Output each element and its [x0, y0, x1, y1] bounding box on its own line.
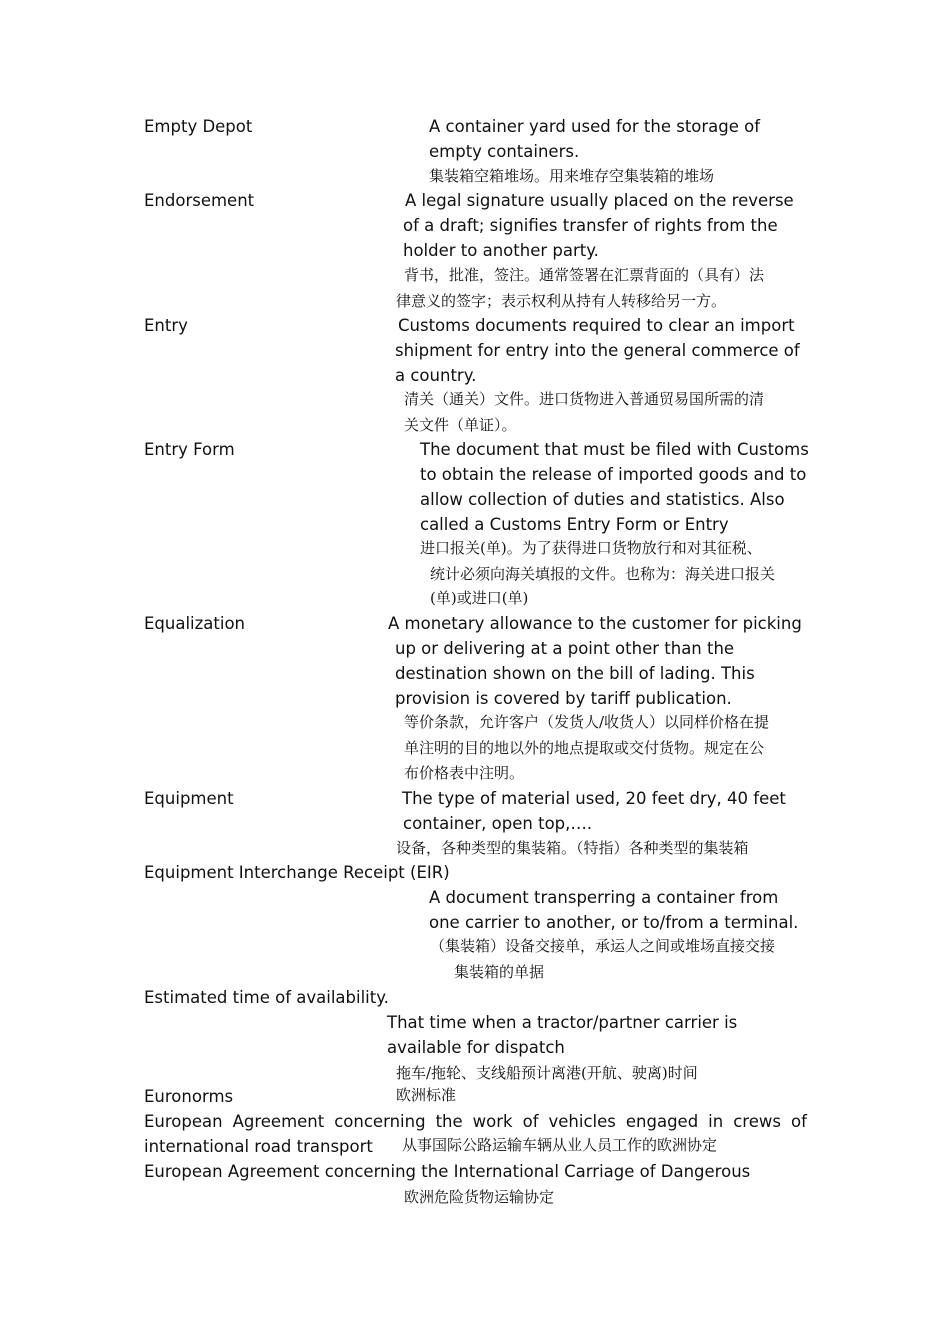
term-european-agreement-crews-line: international road transport	[144, 1137, 373, 1156]
translation-line: 集装箱空箱堆场。用来堆存空集装箱的堆场	[429, 167, 715, 185]
translation-line: 从事国际公路运输车辆从业人员工作的欧洲协定	[402, 1136, 718, 1154]
definition-line: The document that must be filed with Customs	[420, 440, 809, 459]
definition-line: The type of material used, 20 feet dry, 40 feet	[402, 789, 786, 808]
definition-line: a country.	[395, 366, 477, 385]
translation-line: 单注明的目的地以外的地点提取或交付货物。规定在公	[404, 739, 765, 757]
definition-line: Customs documents required to clear an import	[398, 316, 795, 335]
translation-line: 背书，批准，签注。通常签署在汇票背面的（具有）法	[404, 266, 765, 284]
term-equalization: Equalization	[144, 614, 246, 633]
word: of	[522, 1112, 539, 1131]
definition-line: empty containers.	[429, 142, 580, 161]
word: concerning	[334, 1112, 426, 1131]
definition-line: That time when a tractor/partner carrier is	[387, 1013, 738, 1032]
word: in	[708, 1112, 724, 1131]
definition-line: A container yard used for the storage of	[429, 117, 761, 136]
definition-line: to obtain the release of imported goods and to	[420, 465, 807, 484]
word: engaged	[625, 1112, 699, 1131]
definition-line: up or delivering at a point other than the	[395, 639, 735, 658]
word: European	[144, 1112, 223, 1131]
definition-line: container, open top,….	[403, 814, 593, 833]
translation-line: 欧洲标准	[396, 1086, 457, 1104]
translation-line: 清关（通关）文件。进口货物进入普通贸易国所需的清	[404, 390, 765, 408]
translation-line: 欧洲危险货物运输协定	[404, 1188, 555, 1206]
word: work	[472, 1112, 513, 1131]
definition-line: destination shown on the bill of lading. This	[395, 664, 755, 683]
definition-line: shipment for entry into the general commerce of	[395, 341, 800, 360]
translation-line: 等价条款，允许客户（发货人/收货人）以同样价格在提	[404, 713, 770, 731]
translation-line: 集装箱的单据	[454, 963, 545, 981]
definition-line: provision is covered by tariff publication.	[395, 689, 732, 708]
term-european-agreement-dangerous-goods: European Agreement concerning the International Carriage of Dangerous	[144, 1162, 751, 1181]
translation-line: 进口报关(单)。为了获得进口货物放行和对其征税、	[420, 539, 762, 557]
term-entry: Entry	[144, 316, 188, 335]
term-european-agreement-crews-line	[144, 1109, 807, 1134]
translation-line: 关文件（单证）。	[404, 416, 517, 434]
definition-line: A monetary allowance to the customer for picking	[388, 614, 802, 633]
term-entry-form: Entry Form	[144, 440, 235, 459]
word: vehicles	[548, 1112, 616, 1131]
definition-line: A legal signature usually placed on the reverse	[405, 191, 794, 210]
definition-line: available for dispatch	[387, 1038, 565, 1057]
word: crews	[733, 1112, 781, 1131]
translation-line: （集装箱）设备交接单，承运人之间或堆场直接交接	[430, 937, 776, 955]
translation-line: 律意义的签字；表示权利从持有人转移给另一方。	[396, 292, 727, 310]
translation-line: 设备，各种类型的集装箱。（特指）各种类型的集装箱	[396, 839, 749, 857]
definition-line: called a Customs Entry Form or Entry	[420, 515, 729, 534]
word: of	[790, 1112, 807, 1131]
word: the	[435, 1112, 463, 1131]
definition-line: of a draft; signifies transfer of rights from the	[403, 216, 778, 235]
term-equipment: Equipment	[144, 789, 234, 808]
word: Agreement	[232, 1112, 325, 1131]
translation-line: 统计必须向海关填报的文件。也称为：海关进口报关	[430, 565, 776, 583]
definition-line: holder to another party.	[403, 241, 599, 260]
translation-line: 拖车/拖轮、支线船预计离港(开航、驶离)时间	[396, 1064, 698, 1082]
term-endorsement: Endorsement	[144, 191, 255, 210]
term-equipment-interchange-receipt: Equipment Interchange Receipt (EIR)	[144, 863, 450, 882]
definition-line: allow collection of duties and statistics. Also	[420, 490, 785, 509]
term-empty-depot: Empty Depot	[144, 117, 253, 136]
term-estimated-time-of-availability: Estimated time of availability.	[144, 988, 389, 1007]
term-euronorms: Euronorms	[144, 1087, 234, 1106]
definition-line: A document transperring a container from	[429, 888, 779, 907]
translation-line: (单)或进口(单)	[430, 589, 529, 607]
translation-line: 布价格表中注明。	[404, 764, 525, 782]
definition-line: one carrier to another, or to/from a terminal.	[429, 913, 799, 932]
